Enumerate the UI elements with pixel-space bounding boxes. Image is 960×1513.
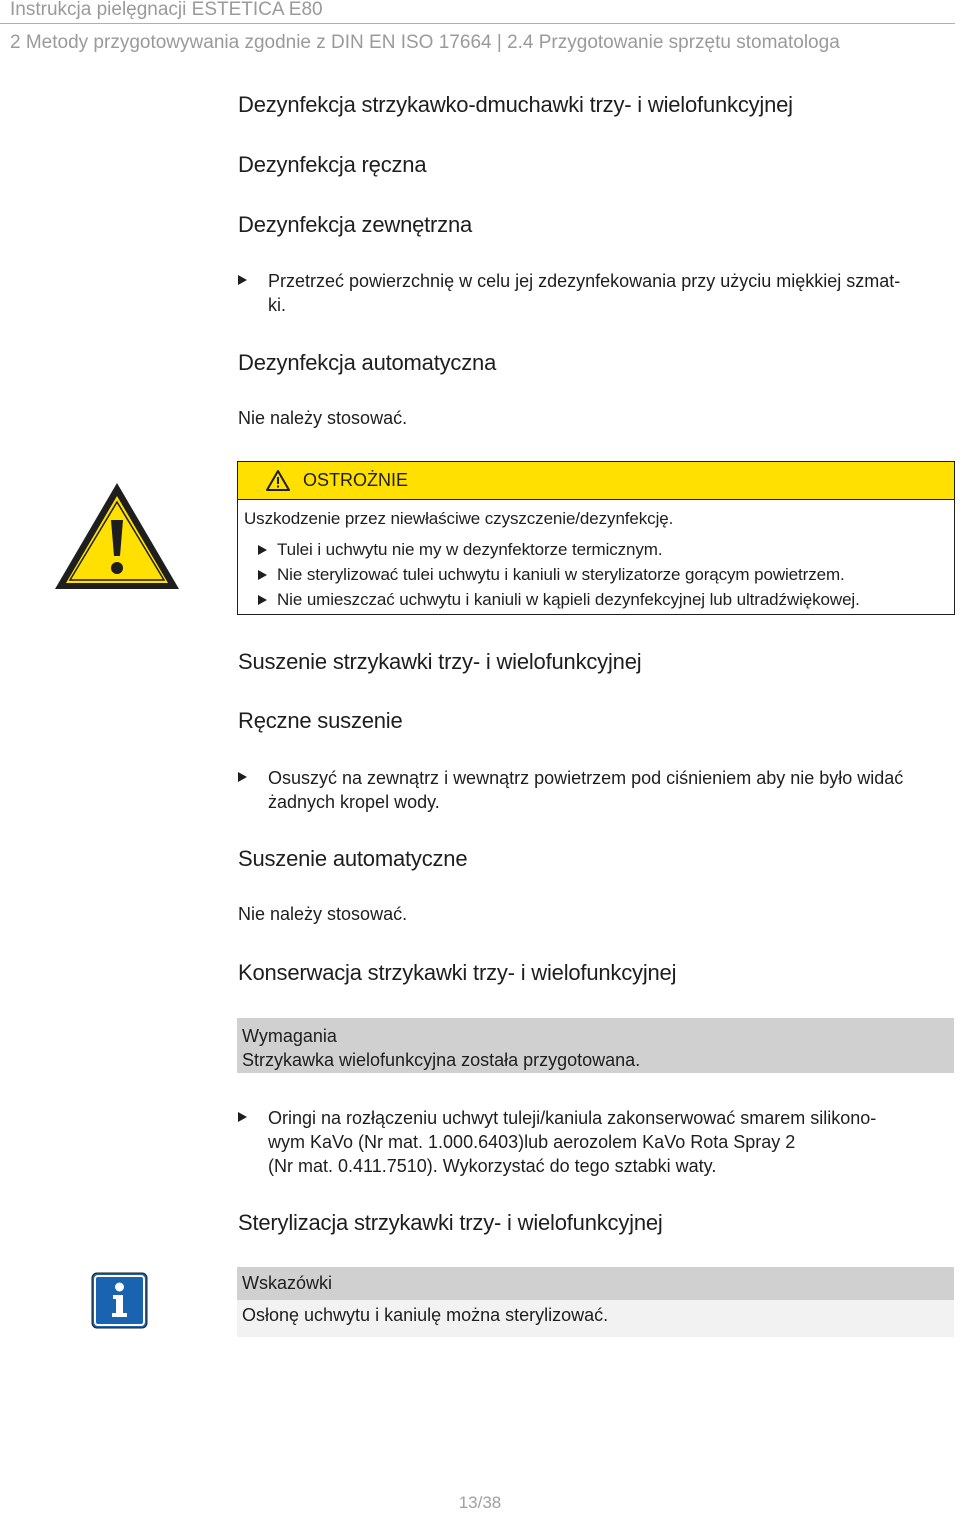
- requirements-box: [237, 1018, 954, 1073]
- auto-disinfection-text: Nie należy stosować.: [238, 408, 408, 428]
- caution-headline: Uszkodzenie przez niewłaściwe czyszczenie/dezynfekcję.: [244, 509, 674, 528]
- info-icon: [91, 1272, 148, 1329]
- heading-external-disinfection: Dezynfekcja zewnętrzna: [238, 212, 473, 237]
- hint-text: Osłonę uchwytu i kaniulę można sterylizować.: [242, 1305, 609, 1325]
- heading-manual-disinfection: Dezynfekcja ręczna: [238, 152, 427, 177]
- hint-body: [237, 1300, 954, 1337]
- caution-item: Nie sterylizować tulei uchwytu i kaniuli w sterylizatorze gorącym powietrzem.: [277, 565, 845, 584]
- bullet-arrow-icon: [238, 1112, 247, 1122]
- step-text: Oringi na rozłączeniu uchwyt tuleji/kaniula zakonserwować smarem silikono- wym KaVo (Nr mat. 1.000.6403)lub aerozolem KaVo Rota Spray 2 (Nr mat. 0.411.7510). Wykorzystać do tego sztabki waty.: [268, 1108, 877, 1176]
- step-text: Przetrzeć powierzchnię w celu jej zdezynfekowania przy użyciu miękkiej szmat- ki.: [268, 271, 901, 315]
- bullet-arrow-icon: [238, 275, 247, 285]
- header-divider: [0, 23, 955, 24]
- step-text: Osuszyć na zewnątrz i wewnątrz powietrzem pod ciśnieniem aby nie było widać żadnych kropel wody.: [268, 768, 904, 812]
- bullet-arrow-icon: [258, 570, 267, 580]
- step-manual-drying: [238, 766, 954, 814]
- auto-drying-text: Nie należy stosować.: [238, 904, 408, 924]
- step-maintenance: [238, 1106, 954, 1178]
- bullet-arrow-icon: [258, 595, 267, 605]
- page-number: 13/38: [458, 1493, 502, 1512]
- hint-title: Wskazówki: [242, 1273, 333, 1293]
- heading-auto-disinfection: Dezynfekcja automatyczna: [238, 350, 497, 375]
- requirements-text: Strzykawka wielofunkcyjna została przygotowana.: [242, 1050, 641, 1070]
- warning-triangle-icon: [52, 480, 182, 592]
- requirements-title: Wymagania: [242, 1026, 337, 1046]
- document-breadcrumb: 2 Metody przygotowywania zgodnie z DIN EN ISO 17664 | 2.4 Przygotowanie sprzętu stomatologa: [10, 32, 840, 53]
- heading-drying: Suszenie strzykawki trzy- i wielofunkcyjnej: [238, 649, 642, 674]
- step-external-disinfection: [238, 269, 954, 317]
- document-title: Instrukcja pielęgnacji ESTETICA E80: [10, 0, 323, 20]
- heading-sterilization: Sterylizacja strzykawki trzy- i wielofunkcyjnej: [238, 1210, 663, 1235]
- hint-header: [237, 1267, 954, 1300]
- caution-label: OSTROŻNIE: [303, 470, 409, 490]
- caution-header: [238, 462, 954, 500]
- heading-manual-drying: Ręczne suszenie: [238, 708, 403, 733]
- caution-item: Nie umieszczać uchwytu i kaniuli w kąpieli dezynfekcyjnej lub ultradźwiękowej.: [277, 590, 860, 609]
- heading-auto-drying: Suszenie automatyczne: [238, 846, 468, 871]
- bullet-arrow-icon: [258, 545, 267, 555]
- heading-maintenance: Konserwacja strzykawki trzy- i wielofunkcyjnej: [238, 960, 677, 985]
- caution-item: Tulei i uchwytu nie my w dezynfektorze termicznym.: [277, 540, 663, 559]
- caution-warning-icon: [266, 470, 290, 491]
- caution-box: [237, 461, 955, 615]
- bullet-arrow-icon: [238, 772, 247, 782]
- heading-disinfection: Dezynfekcja strzykawko-dmuchawki trzy- i wielofunkcyjnej: [238, 92, 793, 117]
